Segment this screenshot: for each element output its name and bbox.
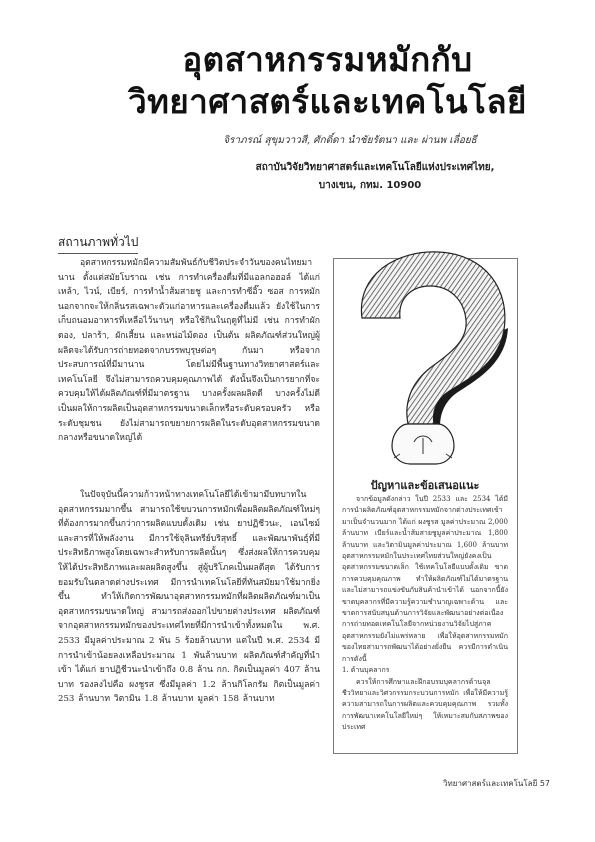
sidebar-paragraph-1: จากข้อมูลดังกล่าว ในปี 2533 และ 2534 ได้มีการนำผลิตภัณฑ์อุตสาหกรรมหมักจากต่างประเทศเข้ามาเป็นจำนวนมาก ได้แก่ ผงชูรส มูลค่าประมาณ 2,000 ล้านบาท เบียร์และน้ำส้มสายชูมูลค่าประมาณ 1,800 ล้านบาท และวิตามินมูลค่าประมาณ 1,600 ล้านบาท อุตสาหกรรมหมักในประเทศไทยส่วนใหญ่ยังคงเป็นอุตสาหกรรมขนาดเล็ก ใช้เทคโนโลยีแบบดั้งเดิม ขาดการควบคุมคุณภาพ ทำให้ผลิตภัณฑ์ไม่ได้มาตรฐาน และไม่สามารถแข่งขันกับสินค้านำเข้าได้ นอกจากนี้ยังขาดบุคลากรที่มีความรู้ความชำนาญเฉพาะด้าน และขาดการสนับสนุนด้านการวิจัยและพัฒนาอย่างต่อเนื่อง การถ่ายทอดเทคโนโลยีจากหน่วยงานวิจัยไปสู่ภาคอุตสาหกรรมยังไม่แพร่หลาย เพื่อให้อุตสาหกรรมหมักของไทยสามารถพัฒนาได้อย่างยั่งยืน ควรมีการดำเนินการดังนี้ bbox=[342, 495, 508, 663]
article-title-line1: อุตสาหกรรมหมักกับ bbox=[182, 40, 473, 79]
body-paragraph-1: อุตสาหกรรมหมักมีความสัมพันธ์กับชีวิตประจำวันของคนไทยมานาน ตั้งแต่สมัยโบราณ เช่น การทำเครื่องดื่มที่มีแอลกอฮอล์ ได้แก่ เหล้า, ไวน์, เบียร์, การทำน้ำส้มสายชู และการทำซีอิ๊ว ซอส การหมักนอกจากจะให้กลิ่นรสเฉพาะตัวแก่อาหารและเครื่องดื่มแล้ว ยังใช้ในการเก็บถนอมอาหารที่เหลือไว้นานๆ หรือใช้กินในฤดูที่ไม่มี เช่น การทำผักดอง, ปลาร้า, ผักเสี้ยน และหน่อไม้ดอง เป็นต้น ผลิตภัณฑ์ส่วนใหญ่ผู้ผลิตจะได้รับการถ่ายทอดจากบรรพบุรุษต่อๆ กันมา หรือจากประสบการณ์ที่มีมานาน โดยไม่มีพื้นฐานทางวิทยาศาสตร์และเทคโนโลยี จึงไม่สามารถควบคุมคุณภาพได้ ดังนั้นจึงเป็นการยากที่จะควบคุมให้ได้ผลิตภัณฑ์ที่มีมาตรฐาน บางครั้งผลผลิตดี บางครั้งไม่ดี เป็นผลให้การผลิตเป็นอุตสาหกรรมขนาดเล็กหรือระดับครอบครัว หรือระดับชุมชน ยังไม่สามารถขยายการผลิตในระดับอุตสาหกรรมขนาดกลางหรือขนาดใหญ่ได้ bbox=[58, 258, 320, 444]
sidebar-text bbox=[342, 494, 508, 734]
article-title-line2: วิทยาศาสตร์และเทคโนโลยี bbox=[128, 82, 527, 121]
sidebar-list-item: 1. ด้านบุคลากร bbox=[342, 666, 390, 675]
question-mark-shape bbox=[361, 252, 504, 424]
authors: จิราภรณ์ สุขุมวาวสี, ศักดิ์ดา นำชัยรัตนา และ ผ่านพ เลื่อยธี bbox=[223, 135, 477, 146]
question-mark-lightbulb-illustration bbox=[338, 244, 514, 466]
page-footer: วิทยาศาสตร์และเทคโนโลยี 57 bbox=[443, 779, 550, 788]
section-heading: สถานภาพทั่วไป bbox=[58, 233, 138, 254]
affiliation-line1: สถาบันวิจัยวิทยาศาสตร์และเทคโนโลยีแห่งประเทศไทย, bbox=[255, 162, 495, 173]
sidebar-paragraph-2: ควรให้การศึกษาและฝึกอบรมบุคลากรด้านจุลชีววิทยาและวิศวกรรมกระบวนการหมัก เพื่อให้มีความรู้ความสามารถในการผลิตและควบคุมคุณภาพ รวมทั้งการพัฒนาเทคโนโลยีใหม่ๆ ให้เหมาะสมกับสภาพของประเทศ bbox=[342, 677, 508, 732]
lightbulb-icon bbox=[392, 424, 454, 464]
sidebar-heading: ปัญหาและข้อเสนอแนะ bbox=[370, 479, 480, 492]
affiliation-line2: บางเขน, กทม. 10900 bbox=[318, 180, 422, 191]
body-paragraph-2: ในปัจจุบันนี้ความก้าวหน้าทางเทคโนโลยีได้เข้ามามีบทบาทในอุตสาหกรรมมากขึ้น สามารถใช้ขบวนการหมักเพื่อผลิตผลิตภัณฑ์ใหม่ๆ ที่ต้องการมากขึ้นกว่าการผลิตแบบดั้งเดิม เช่น ยาปฏิชีวนะ, เอนไซม์ และสารที่ให้พลังงาน มีการใช้จุลินทรีย์บริสุทธิ์ และพัฒนาพันธุ์ที่มีประสิทธิภาพสูงโดยเฉพาะสำหรับการผลิตนั้นๆ ซึ่งส่งผลให้การควบคุมให้ได้ประสิทธิภาพและผลผลิตสูงขึ้น สู่ผู้บริโภคเป็นผลดีสุด ได้รับการยอมรับในตลาดต่างประเทศ มีการนำเทคโนโลยีที่ทันสมัยมาใช้มากยิ่งขึ้น ทำให้เกิดการพัฒนาอุตสาหกรรมหมักที่ผลิตผลิตภัณฑ์มาเป็นอุตสาหกรรมขนาดใหญ่ สามารถส่งออกไปขายต่างประเทศ ผลิตภัณฑ์จากอุตสาหกรรมหมักของประเทศไทยที่มีการนำเข้าทั้งหมดใน พ.ศ. 2533 มีมูลค่าประมาณ 2 พัน 5 ร้อยล้านบาท แต่ในปี พ.ศ. 2534 มีการนำเข้าน้อยลงเหลือประมาณ 1 พันล้านบาท ผลิตภัณฑ์สำคัญที่นำเข้า ได้แก่ ยาปฏิชีวนะนำเข้าถึง 0.8 ล้าน กก. กิตเป็นมูลค่า 407 ล้านบาท รองลงไปคือ ผงชูรส ซึ่งมีมูลค่า 1.2 ล้านกิโลกรัม กิตเป็นมูลค่า 253 ล้านบาท วิตามิน 1.8 ล้านบาท มูลค่า 158 ล้านบาท bbox=[58, 490, 320, 705]
